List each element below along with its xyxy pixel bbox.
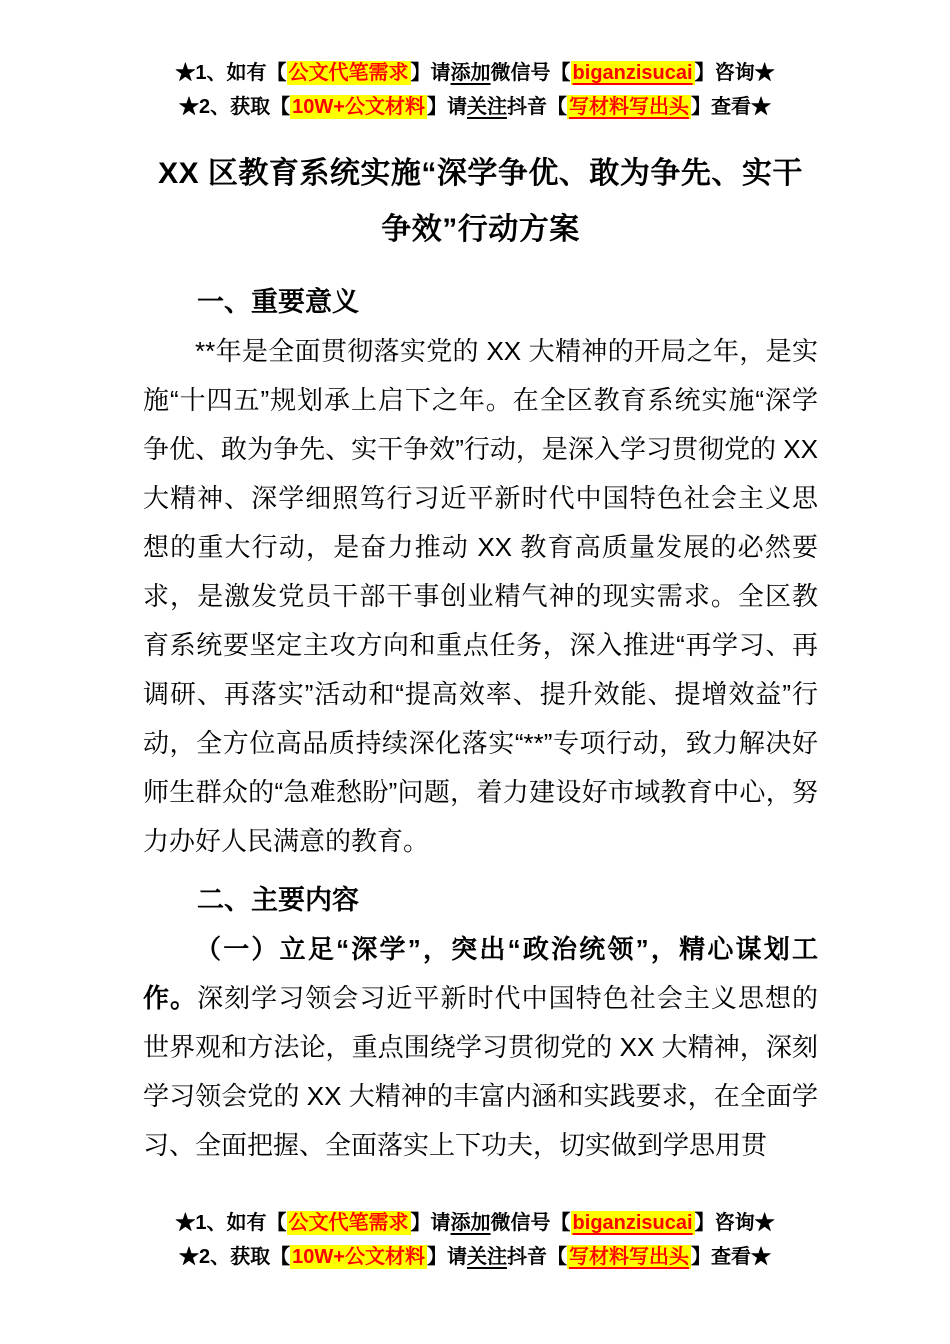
promo-text: 】请 <box>426 1246 467 1268</box>
promo-footer <box>0 1206 950 1274</box>
promo-text: ★1、如有【 <box>175 62 287 84</box>
promo-highlight-writing-service: 公文代笔需求 <box>288 1212 409 1234</box>
promo-text: 】请 <box>426 96 467 118</box>
promo-highlight-wechat-id: biganzisucai <box>572 62 693 84</box>
promo-header-line-1 <box>0 56 950 90</box>
subsection-lead: （一）立足“深学”，突出“政治统领”，精心谋划工作。 <box>143 934 818 1013</box>
promo-text: 抖音【 <box>506 1246 567 1268</box>
promo-text: 抖音【 <box>506 96 567 118</box>
promo-text: ★1、如有【 <box>175 1212 287 1234</box>
promo-highlight-materials: 10W+公文材料 <box>292 1246 425 1268</box>
subsection-body-text: 深刻学习领会习近平新时代中国特色社会主义思想的世界观和方法论，重点围绕学习贯彻党的 XX 大精神，深刻学习领会党的 XX 大精神的丰富内涵和实践要求，在全面学习、全面把握、全面落实上下功夫，切实做到学思用贯 <box>143 983 818 1160</box>
promo-footer-line-1 <box>0 1206 950 1240</box>
paragraph-importance <box>143 327 818 866</box>
promo-text: 】查看★ <box>690 1246 771 1268</box>
promo-highlight-materials: 10W+公文材料 <box>292 96 425 118</box>
promo-highlight-wechat-id: biganzisucai <box>572 1212 693 1234</box>
promo-text: 微信号【 <box>490 1212 571 1234</box>
promo-header-line-2 <box>0 90 950 124</box>
promo-underline-add: 添加 <box>450 1212 491 1234</box>
document-title: XX 区教育系统实施“深学争优、敢为争先、实干争效”行动方案 <box>158 157 803 246</box>
promo-text: 】请 <box>410 62 451 84</box>
promo-text: 】咨询★ <box>694 1212 775 1234</box>
section-heading-importance: 一、重要意义 <box>197 287 359 317</box>
promo-text: 】查看★ <box>690 96 771 118</box>
promo-underline-add: 添加 <box>450 62 491 84</box>
promo-highlight-douyin-id: 写材料写出头 <box>568 1246 689 1268</box>
promo-text: 微信号【 <box>490 62 571 84</box>
promo-text: ★2、获取【 <box>179 1246 291 1268</box>
promo-highlight-writing-service: 公文代笔需求 <box>288 62 409 84</box>
promo-text: 】请 <box>410 1212 451 1234</box>
promo-text: ★2、获取【 <box>179 96 291 118</box>
promo-underline-follow: 关注 <box>466 1246 507 1268</box>
paragraph-text: **年是全面贯彻落实党的 XX 大精神的开局之年，是实施“十四五”规划承上启下之年。在全区教育系统实施“深学争优、敢为争先、实干争效”行动，是深入学习贯彻党的 XX 大精神、深学细照笃行习近平新时代中国特色社会主义思想的重大行动，是奋力推动 XX 教育高质量发展的必然要求，是激发党员干部干事创业精气神的现实需求。全区教育系统要坚定主攻方向和重点任务，深入推进“再学习、再调研、再落实”活动和“提高效率、提升效能、提增效益”行动，全方位高品质持续深化落实“**”专项行动，致力解决好师生群众的“急难愁盼”问题，着力建设好市域教育中心，努力办好人民满意的教育。 <box>143 336 818 856</box>
promo-header <box>0 0 950 124</box>
section-heading-main-content: 二、主要内容 <box>197 885 359 915</box>
promo-footer-line-2 <box>0 1240 950 1274</box>
promo-underline-follow: 关注 <box>466 96 507 118</box>
promo-highlight-douyin-id: 写材料写出头 <box>568 96 689 118</box>
document-content <box>0 146 950 1170</box>
promo-text: 】咨询★ <box>694 62 775 84</box>
paragraph-main-content <box>143 925 818 1170</box>
